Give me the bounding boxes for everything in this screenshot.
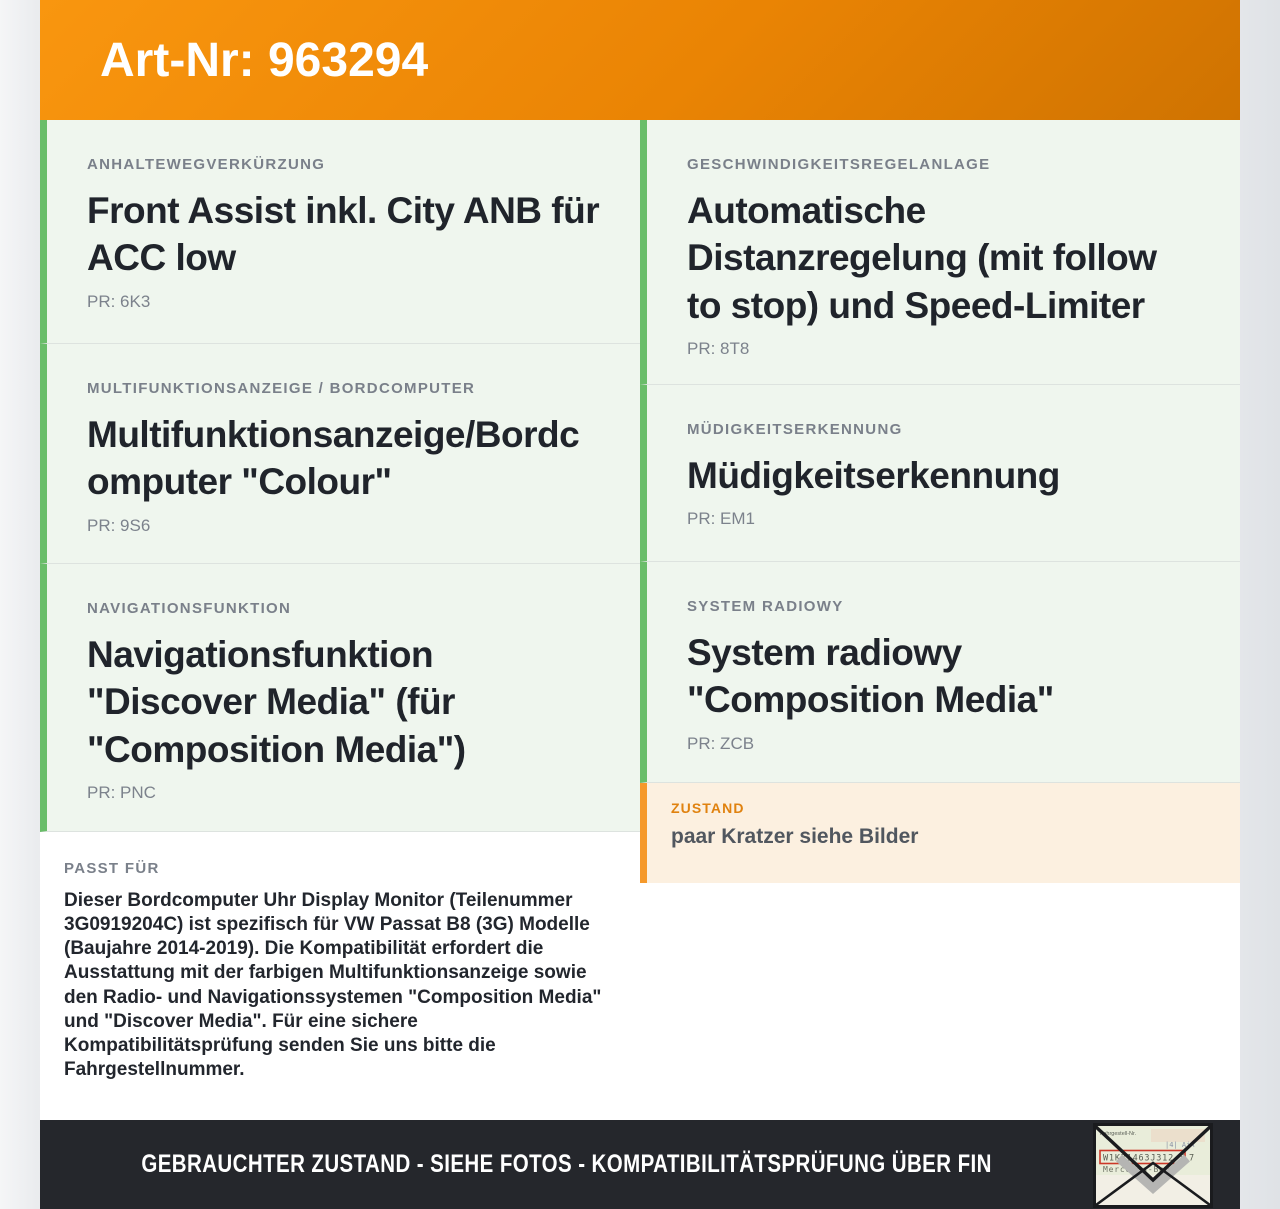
feature-label: GESCHWINDIGKEITSREGELANLAGE bbox=[687, 156, 991, 173]
feature-card-front-assist bbox=[40, 120, 640, 344]
feature-card-navigationsfunktion bbox=[40, 564, 640, 832]
brand-text: Mercedes-Benz bbox=[1103, 1165, 1177, 1174]
vin-text: W1K71463J312 8 bbox=[1103, 1153, 1186, 1164]
footer-banner-text: GEBRAUCHTER ZUSTAND - SIEHE FOTOS - KOMPATIBILITÄTSPRÜFUNG ÜBER FIN bbox=[141, 1150, 992, 1178]
condition-label: ZUSTAND bbox=[671, 800, 745, 816]
feature-title: Front Assist inkl. City ANB für ACC low bbox=[87, 190, 600, 279]
feature-pr-code: PR: 6K3 bbox=[87, 291, 151, 311]
feature-columns bbox=[40, 120, 1240, 1120]
listing-page bbox=[40, 0, 1240, 1209]
feature-title: Müdigkeitserkennung bbox=[687, 455, 1060, 496]
feature-label: ANHALTEWEGVERKÜRZUNG bbox=[87, 156, 326, 173]
left-column bbox=[40, 120, 640, 1120]
feature-card-muedigkeitserkennung bbox=[640, 385, 1240, 562]
feature-label: MÜDIGKEITSERKENNUNG bbox=[687, 421, 903, 438]
feature-label: SYSTEM RADIOWY bbox=[687, 598, 844, 615]
feature-card-multifunktionsanzeige bbox=[40, 344, 640, 564]
feature-label: MULTIFUNKTIONSANZEIGE / BORDCOMPUTER bbox=[87, 380, 476, 397]
right-column bbox=[640, 120, 1240, 1120]
feature-card-system-radiowy bbox=[640, 562, 1240, 783]
feature-pr-code: PR: ZCB bbox=[687, 733, 755, 753]
feature-title: System radiowy "Composition Media" bbox=[687, 632, 1054, 721]
condition-card bbox=[640, 783, 1240, 883]
article-number-title: Art-Nr: 963294 bbox=[100, 33, 429, 87]
feature-label: NAVIGATIONSFUNKTION bbox=[87, 600, 292, 617]
footer-banner bbox=[40, 1120, 1240, 1209]
vin-suffix-text: 7 bbox=[1189, 1153, 1195, 1164]
fits-for-label: PASST FÜR bbox=[64, 860, 160, 877]
right-column-filler bbox=[640, 883, 1240, 1120]
document-marker-text: |4| AiA bbox=[1165, 1141, 1195, 1149]
fits-for-description: Dieser Bordcomputer Uhr Display Monitor (Teilenummer 3G0919204C) ist spezifisch für VW Passat B8 (3G) Modelle (Baujahre 2014-2019). Die Kompatibilität erfordert die Ausstattung mit der farbigen Multifunktionsanzeige sowie den Radio- und Navigationssystemen "Composition Media" und "Discover Media". Für eine sichere Kompatibilitätsprüfung senden Sie uns bitte die Fahrgestellnummer. bbox=[64, 890, 602, 1080]
footer-text-wrap bbox=[40, 1150, 1093, 1179]
document-label-text: Fahrgestell-Nr. bbox=[1100, 1131, 1137, 1137]
condition-text: paar Kratzer siehe Bilder bbox=[671, 825, 919, 848]
feature-pr-code: PR: 8T8 bbox=[687, 339, 750, 359]
feature-title: Automatische Distanzregelung (mit follow to stop) und Speed-Limiter bbox=[687, 190, 1157, 326]
fits-for-card bbox=[40, 832, 640, 1120]
feature-card-distanzregelung bbox=[640, 120, 1240, 385]
feature-pr-code: PR: EM1 bbox=[687, 509, 756, 529]
feature-title: Navigationsfunktion "Discover Media" (für "Composition Media") bbox=[87, 634, 466, 770]
feature-title: Multifunktionsanzeige/Bordcomputer "Colour" bbox=[87, 414, 580, 503]
listing-header bbox=[40, 0, 1240, 120]
feature-pr-code: PR: 9S6 bbox=[87, 515, 151, 535]
fin-envelope-graphic bbox=[1093, 1123, 1213, 1208]
feature-pr-code: PR: PNC bbox=[87, 783, 156, 803]
